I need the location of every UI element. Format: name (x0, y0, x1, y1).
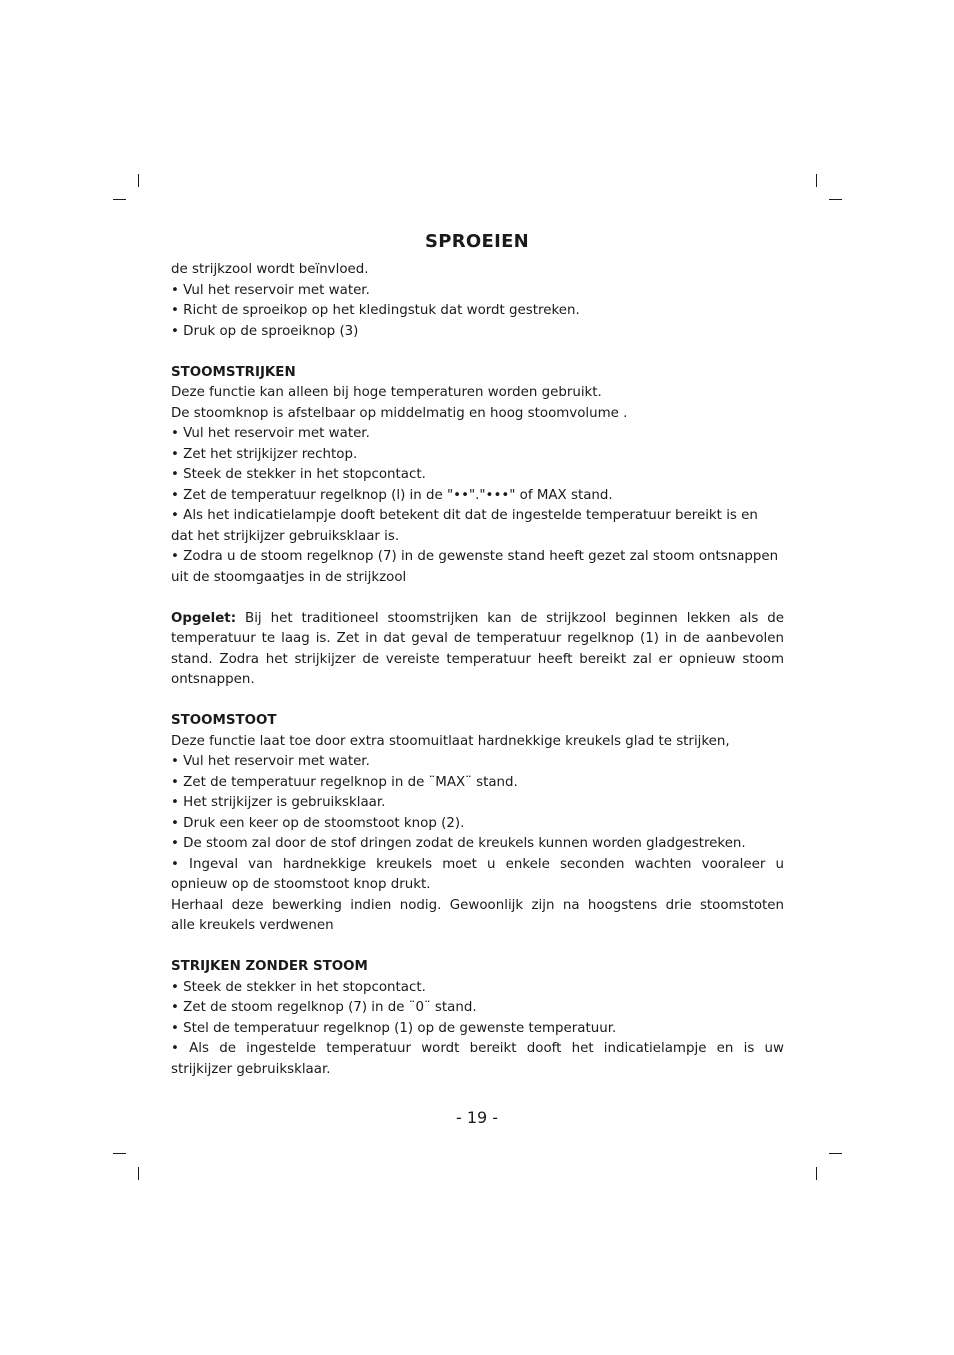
paragraph-gap (171, 937, 784, 958)
paragraph-gap (171, 691, 784, 712)
crop-mark-bottom-left-horizontal (113, 1153, 126, 1154)
paragraph-gap (171, 588, 784, 609)
bullet-item: • Zet de temperatuur regelknop (l) in de "••"."•••" of MAX stand. (171, 487, 613, 503)
crop-mark-top-right-horizontal (829, 199, 842, 200)
bullet-item: • Als de ingestelde temperatuur wordt bereikt dooft het indicatielampje en is uw (171, 1041, 784, 1056)
crop-mark-top-left-vertical (138, 174, 139, 187)
body-line: Deze functie kan alleen bij hoge temperaturen worden gebruikt. (171, 385, 602, 400)
body-line: De stoomknop is afstelbaar op middelmatig en hoog stoomvolume . (171, 405, 628, 421)
bullet-item: • Zodra u de stoom regelknop (7) in de gewenste stand heeft gezet zal stoom ontsnappen (171, 549, 779, 564)
bullet-item: • Steek de stekker in het stopcontact. (171, 979, 426, 995)
bullet-item: • De stoom zal door de stof dringen zodat de kreukels kunnen worden gladgestreken. (171, 836, 746, 851)
intro-bullet: • Druk op de sproeiknop (3) (171, 323, 359, 339)
bullet-continuation: uit de stoomgaatjes in de strijkzool (171, 569, 407, 585)
section-heading-stoomstrijken: STOOMSTRIJKEN (171, 364, 296, 380)
warning-text: Bij het traditioneel stoomstrijken kan de strijkzool beginnen lekken als de (236, 610, 784, 626)
intro-line: de strijkzool wordt beïnvloed. (171, 262, 369, 277)
bullet-item: • Zet het strijkijzer rechtop. (171, 446, 358, 462)
bullet-item: • Vul het reservoir met water. (171, 754, 370, 769)
intro-bullet: • Richt de sproeikop op het kledingstuk dat wordt gestreken. (171, 303, 580, 318)
bullet-item: • Zet de stoom regelknop (7) in de ¨0¨ stand. (171, 1000, 477, 1015)
body-line: Deze functie laat toe door extra stoomuitlaat hardnekkige kreukels glad te strijken, (171, 733, 730, 749)
warning-line (171, 609, 784, 630)
body-line: alle kreukels verdwenen (171, 918, 334, 933)
warning-line: ontsnappen. (171, 672, 255, 687)
page-content (171, 260, 784, 1080)
crop-mark-top-left-horizontal (113, 199, 126, 200)
bullet-continuation: opnieuw op de stoomstoot knop drukt. (171, 877, 431, 892)
body-line: Herhaal deze bewerking indien nodig. Gewoonlijk zijn na hoogstens drie stoomstoten (171, 897, 784, 913)
bullet-item: • Zet de temperatuur regelknop in de ¨MAX¨ stand. (171, 774, 518, 790)
warning-label: Opgelet: (171, 610, 237, 626)
warning-line: temperatuur te laag is. Zet in dat geval de temperatuur regelknop (1) in de aanbevolen (171, 631, 784, 646)
crop-mark-bottom-left-vertical (138, 1167, 139, 1180)
crop-mark-bottom-right-vertical (816, 1167, 817, 1180)
bullet-item: • Als het indicatielampje dooft betekent dit dat de ingestelde temperatuur bereikt is en (171, 508, 758, 523)
page-title: SPROEIEN (424, 231, 530, 252)
bullet-item: • Vul het reservoir met water. (171, 426, 370, 441)
bullet-continuation: dat het strijkijzer gebruiksklaar is. (171, 528, 400, 544)
page-number: - 19 - (455, 1108, 499, 1127)
bullet-item: • Ingeval van hardnekkige kreukels moet u enkele seconden wachten vooraleer u (171, 856, 784, 872)
bullet-item: • Het strijkijzer is gebruiksklaar. (171, 795, 386, 810)
bullet-item: • Druk een keer op de stoomstoot knop (2). (171, 815, 465, 831)
section-heading-stoomstoot: STOOMSTOOT (171, 713, 277, 728)
intro-bullet: • Vul het reservoir met water. (171, 282, 370, 298)
paragraph-gap (171, 342, 784, 363)
crop-mark-top-right-vertical (816, 174, 817, 187)
bullet-continuation: strijkijzer gebruiksklaar. (171, 1061, 331, 1077)
warning-line: stand. Zodra het strijkijzer de vereiste temperatuur heeft bereikt zal er opnieuw stoom (171, 651, 784, 667)
bullet-item: • Steek de stekker in het stopcontact. (171, 467, 426, 482)
bullet-item: • Stel de temperatuur regelknop (1) op de gewenste temperatuur. (171, 1020, 617, 1036)
section-heading-strijken-zonder-stoom: STRIJKEN ZONDER STOOM (171, 959, 368, 974)
crop-mark-bottom-right-horizontal (829, 1153, 842, 1154)
